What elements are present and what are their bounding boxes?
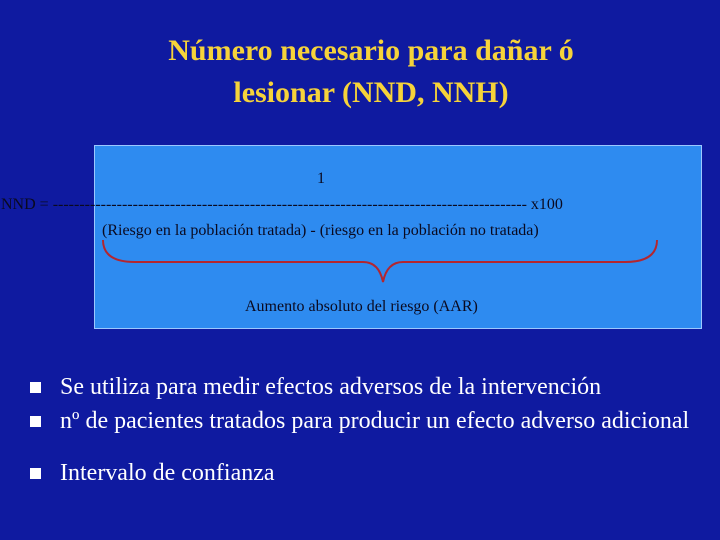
bullet-item	[28, 370, 708, 404]
formula-box	[1, 145, 702, 329]
bullet-text: nº de pacientes tratados para producir un efecto adverso adicional	[60, 408, 690, 434]
square-bullet-icon	[30, 416, 41, 427]
aar-label: Aumento absoluto del riesgo (AAR)	[245, 298, 478, 315]
bullet-item	[28, 456, 708, 490]
formula-numerator: 1	[317, 170, 325, 187]
bullet-text: Intervalo de confianza	[60, 460, 275, 486]
bullet-list	[28, 370, 708, 490]
curly-brace-icon	[95, 238, 701, 288]
slide-title	[0, 30, 720, 114]
square-bullet-icon	[30, 382, 41, 393]
title-line-1: Número necesario para dañar ó	[168, 34, 574, 67]
formula-equation: NND = ----------------------------------------------------------------------------------------- x100	[1, 196, 563, 213]
bullet-item	[28, 404, 708, 438]
formula-denominator: (Riesgo en la población tratada) - (riesgo en la población no tratada)	[102, 222, 539, 239]
bullet-text: Se utiliza para medir efectos adversos de la intervención	[60, 374, 602, 400]
square-bullet-icon	[30, 468, 41, 479]
title-line-2: lesionar (NND, NNH)	[233, 76, 509, 109]
